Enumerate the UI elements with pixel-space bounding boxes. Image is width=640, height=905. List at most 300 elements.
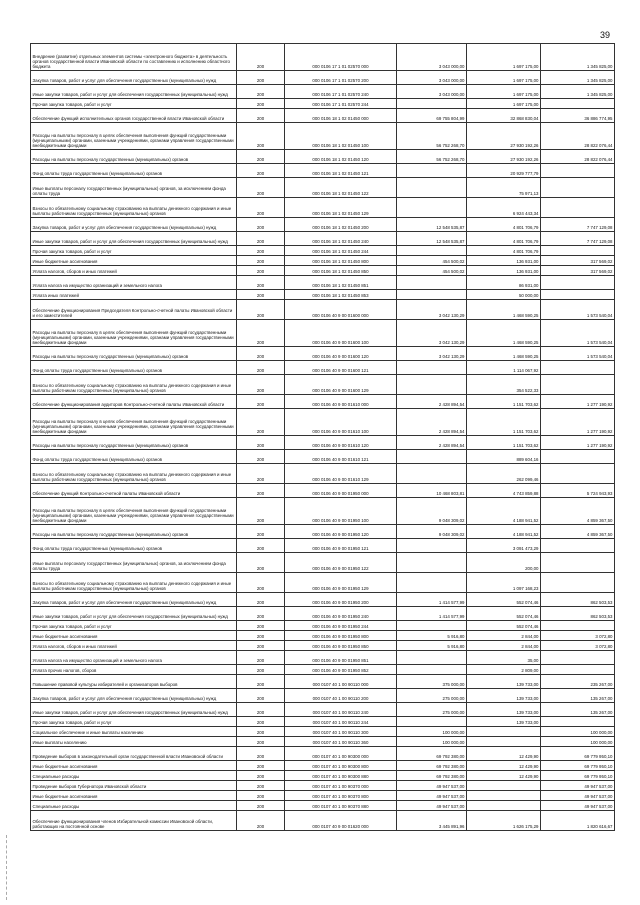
table-row: [31, 665, 615, 675]
row-name: Социальное обеспечение и иные выплаты населению: [31, 727, 237, 737]
row-executed: 50 000,00: [467, 290, 541, 300]
row-executed: 139 733,00: [467, 717, 541, 727]
row-name: Обеспечение функционирования членов Избирательной комиссии Ивановской области, работающих на постоянной основе: [31, 811, 237, 831]
row-unexecuted: 1 345 825,00: [541, 44, 615, 71]
row-name: Иные закупки товаров, работ и услуг для обеспечения государственных (муниципальных) нужд: [31, 85, 237, 99]
row-name: Внедрение (развитие) отдельных элементов системы «электронного бюджета» в деятельность органов государственной власти Ивановской области по составлению и исполнению областного бюджета: [31, 44, 237, 71]
row-assigned: 1 414 577,99: [397, 593, 467, 607]
table-row: [31, 150, 615, 164]
row-code: 200: [237, 665, 285, 675]
row-name: Специальные расходы: [31, 771, 237, 781]
row-kbk: 000 0106 40 9 00 01610 100: [285, 409, 397, 436]
row-name: Обеспечение функционирования аудиторов Контрольно-счетной палаты Ивановской области: [31, 395, 237, 409]
row-code: 200: [237, 484, 285, 498]
row-executed: [467, 801, 541, 811]
row-name: Расходы на выплаты персоналу государственных (муниципальных) органов: [31, 150, 237, 164]
row-assigned: 275 000,00: [397, 703, 467, 717]
table-row: [31, 727, 615, 737]
table-row: [31, 689, 615, 703]
row-executed: 4 188 941,52: [467, 525, 541, 539]
row-executed: 552 074,46: [467, 593, 541, 607]
row-code: 200: [237, 361, 285, 375]
row-unexecuted: 7 747 129,08: [541, 218, 615, 232]
row-unexecuted: 4 859 367,50: [541, 525, 615, 539]
row-unexecuted: 3 072,80: [541, 631, 615, 641]
row-kbk: 000 0107 40 1 00 90300 800: [285, 761, 397, 771]
row-name: Уплата налога на имущество организаций и земельного налога: [31, 276, 237, 290]
row-assigned: 5 916,80: [397, 631, 467, 641]
table-row: [31, 450, 615, 464]
table-row: [31, 593, 615, 607]
row-kbk: 000 0106 18 1 02 01450 122: [285, 178, 397, 198]
row-name: Закупка товаров, работ и услуг для обеспечения государственных (муниципальных) нужд: [31, 218, 237, 232]
row-code: 200: [237, 276, 285, 290]
row-assigned: 3 042 130,29: [397, 320, 467, 347]
row-kbk: 000 0106 40 9 00 01950 850: [285, 641, 397, 651]
row-code: 200: [237, 553, 285, 573]
row-kbk: 000 0106 17 1 01 02570 200: [285, 71, 397, 85]
table-row: [31, 246, 615, 256]
row-code: 200: [237, 85, 285, 99]
row-executed: [467, 737, 541, 747]
row-executed: 139 733,00: [467, 689, 541, 703]
row-kbk: 000 0107 40 9 00 01620 000: [285, 811, 397, 831]
table-row: [31, 300, 615, 320]
row-executed: 136 931,00: [467, 256, 541, 266]
row-code: 200: [237, 450, 285, 464]
row-kbk: 000 0107 40 1 00 90370 880: [285, 801, 397, 811]
row-unexecuted: 1 277 190,92: [541, 409, 615, 436]
row-kbk: 000 0106 40 9 00 01600 129: [285, 375, 397, 395]
row-code: 200: [237, 320, 285, 347]
row-code: 200: [237, 675, 285, 689]
row-assigned: 3 042 130,29: [397, 347, 467, 361]
row-executed: 1 626 175,29: [467, 811, 541, 831]
row-assigned: 2 428 894,54: [397, 395, 467, 409]
row-executed: 20 929 777,79: [467, 164, 541, 178]
row-kbk: 000 0106 18 1 02 01450 240: [285, 232, 397, 246]
row-kbk: 000 0106 40 9 00 01610 120: [285, 436, 397, 450]
row-executed: 139 733,00: [467, 675, 541, 689]
row-assigned: 3 043 000,00: [397, 85, 467, 99]
row-executed: 1 468 590,25: [467, 300, 541, 320]
row-name: Взносы по обязательному социальному страхованию на выплаты денежного содержания и иные выплаты работникам государственных (муниципальных) органов: [31, 198, 237, 218]
table-row: [31, 791, 615, 801]
row-name: Прочая закупка товаров, работ и услуг: [31, 99, 237, 109]
row-assigned: 275 000,00: [397, 689, 467, 703]
row-unexecuted: 28 822 076,44: [541, 123, 615, 150]
row-name: Расходы на выплаты персоналу в целях обеспечения выполнения функций государственными (муниципальными) органами, казенными учреждениями, органами управления государственными внебюджетными фондами: [31, 409, 237, 436]
row-assigned: [397, 665, 467, 675]
row-assigned: 9 048 309,02: [397, 498, 467, 525]
row-executed: 27 930 192,26: [467, 150, 541, 164]
row-name: Фонд оплаты труда государственных (муниципальных) органов: [31, 164, 237, 178]
row-kbk: 000 0106 40 9 00 01600 000: [285, 300, 397, 320]
row-code: 200: [237, 256, 285, 266]
table-row: [31, 85, 615, 99]
row-kbk: 000 0106 17 1 01 02570 000: [285, 44, 397, 71]
row-code: 200: [237, 347, 285, 361]
row-code: 200: [237, 631, 285, 641]
row-executed: 552 074,46: [467, 621, 541, 631]
row-executed: 32 868 830,04: [467, 109, 541, 123]
row-name: Расходы на выплаты персоналу в целях обеспечения выполнения функций государственными (муниципальными) органами, казенными учреждениями, органами управления государственными внебюджетными фондами: [31, 123, 237, 150]
table-row: [31, 361, 615, 375]
row-executed: 1 697 175,00: [467, 85, 541, 99]
row-kbk: 000 0107 40 1 00 90110 200: [285, 689, 397, 703]
row-code: 200: [237, 737, 285, 747]
row-code: 200: [237, 801, 285, 811]
row-assigned: 69 755 804,99: [397, 109, 467, 123]
row-assigned: 49 947 537,00: [397, 781, 467, 791]
row-kbk: 000 0106 40 9 00 01950 129: [285, 573, 397, 593]
row-kbk: 000 0106 17 1 01 02570 240: [285, 85, 397, 99]
row-unexecuted: 862 503,53: [541, 607, 615, 621]
table-row: [31, 621, 615, 631]
row-kbk: 000 0106 18 1 02 01450 000: [285, 109, 397, 123]
row-executed: 27 930 192,26: [467, 123, 541, 150]
table-row: [31, 99, 615, 109]
row-unexecuted: 69 779 950,10: [541, 771, 615, 781]
row-assigned: 69 792 380,00: [397, 771, 467, 781]
row-kbk: 000 0106 40 9 00 01950 122: [285, 553, 397, 573]
table-row: [31, 464, 615, 484]
row-assigned: 49 947 537,00: [397, 801, 467, 811]
row-code: 200: [237, 717, 285, 727]
table-row: [31, 123, 615, 150]
row-kbk: 000 0106 18 1 02 01450 200: [285, 218, 397, 232]
row-kbk: 000 0106 40 9 00 01950 120: [285, 525, 397, 539]
row-unexecuted: 317 569,02: [541, 256, 615, 266]
row-assigned: 9 048 309,02: [397, 525, 467, 539]
row-unexecuted: [541, 290, 615, 300]
row-unexecuted: 28 822 076,44: [541, 150, 615, 164]
row-executed: 75 971,13: [467, 178, 541, 198]
row-kbk: 000 0107 40 1 00 90110 240: [285, 703, 397, 717]
row-unexecuted: 1 573 540,04: [541, 347, 615, 361]
row-name: Расходы на выплаты персоналу в целях обеспечения выполнения функций государственными (муниципальными) органами, казенными учреждениями, органами управления государственными внебюджетными фондами: [31, 498, 237, 525]
row-executed: 354 522,33: [467, 375, 541, 395]
table-row: [31, 801, 615, 811]
row-unexecuted: [541, 246, 615, 256]
row-assigned: 12 548 535,87: [397, 218, 467, 232]
table-row: [31, 737, 615, 747]
row-unexecuted: 1 277 190,92: [541, 395, 615, 409]
row-kbk: 000 0107 40 1 00 90300 000: [285, 747, 397, 761]
row-executed: 1 151 703,62: [467, 395, 541, 409]
row-name: Обеспечение функционирования Председателя Контрольно-счетной палаты Ивановской области и его заместителей: [31, 300, 237, 320]
row-kbk: 000 0106 18 1 02 01450 850: [285, 266, 397, 276]
row-name: Фонд оплаты труда государственных (муниципальных) органов: [31, 361, 237, 375]
table-row: [31, 290, 615, 300]
row-code: 200: [237, 573, 285, 593]
row-code: 200: [237, 178, 285, 198]
row-name: Иные бюджетные ассигнования: [31, 631, 237, 641]
row-kbk: 000 0106 18 1 02 01450 120: [285, 150, 397, 164]
row-assigned: 56 752 268,70: [397, 150, 467, 164]
row-code: 200: [237, 593, 285, 607]
row-kbk: 000 0106 18 1 02 01450 851: [285, 276, 397, 290]
table-row: [31, 71, 615, 85]
row-assigned: 5 916,80: [397, 641, 467, 651]
row-code: 200: [237, 781, 285, 791]
table-row: [31, 266, 615, 276]
row-kbk: 000 0106 40 9 00 01610 129: [285, 464, 397, 484]
table-row: [31, 703, 615, 717]
row-assigned: [397, 464, 467, 484]
table-row: [31, 218, 615, 232]
row-executed: 2 844,00: [467, 641, 541, 651]
row-assigned: [397, 198, 467, 218]
table-row: [31, 109, 615, 123]
row-assigned: 1 414 577,99: [397, 607, 467, 621]
row-name: Расходы на выплаты персоналу государственных (муниципальных) органов: [31, 436, 237, 450]
table-row: [31, 781, 615, 791]
row-code: 200: [237, 150, 285, 164]
row-kbk: 000 0106 40 9 00 01950 800: [285, 631, 397, 641]
row-name: Иные закупки товаров, работ и услуг для обеспечения государственных (муниципальных) нужд: [31, 607, 237, 621]
row-unexecuted: [541, 450, 615, 464]
row-unexecuted: 862 503,53: [541, 593, 615, 607]
row-kbk: 000 0106 40 9 00 01950 100: [285, 498, 397, 525]
row-name: Уплата прочих налогов, сборов: [31, 665, 237, 675]
row-assigned: 69 792 380,00: [397, 761, 467, 771]
table-row: [31, 651, 615, 665]
row-assigned: 12 548 535,87: [397, 232, 467, 246]
row-executed: 12 429,90: [467, 747, 541, 761]
table-row: [31, 573, 615, 593]
row-unexecuted: 1 573 540,04: [541, 300, 615, 320]
row-executed: 136 931,00: [467, 266, 541, 276]
row-name: Проведение выборов в законодательный орган государственной власти Ивановской области: [31, 747, 237, 761]
row-name: Иные бюджетные ассигнования: [31, 761, 237, 771]
binding-margin-marks: [6, 835, 9, 900]
row-code: 200: [237, 395, 285, 409]
row-executed: 1 114 067,92: [467, 361, 541, 375]
row-assigned: 3 042 130,29: [397, 300, 467, 320]
row-name: Прочая закупка товаров, работ и услуг: [31, 621, 237, 631]
row-executed: 4 188 941,52: [467, 498, 541, 525]
row-unexecuted: [541, 178, 615, 198]
row-name: Иные выплаты персоналу государственных (муниципальных) органов, за исключением фонда оплаты труда: [31, 178, 237, 198]
row-unexecuted: 1 573 540,04: [541, 320, 615, 347]
row-code: 200: [237, 651, 285, 665]
row-kbk: 000 0106 40 9 00 01610 000: [285, 395, 397, 409]
table-row: [31, 539, 615, 553]
row-assigned: 375 000,00: [397, 675, 467, 689]
row-unexecuted: 1 820 616,67: [541, 811, 615, 831]
table-row: [31, 553, 615, 573]
row-unexecuted: [541, 464, 615, 484]
row-unexecuted: 317 569,02: [541, 266, 615, 276]
row-name: Взносы по обязательному социальному страхованию на выплаты денежного содержания и иные выплаты работникам государственных (муниципальных) органов: [31, 573, 237, 593]
row-name: Фонд оплаты труда государственных (муниципальных) органов: [31, 450, 237, 464]
row-assigned: [397, 621, 467, 631]
row-kbk: 000 0107 40 1 00 90110 360: [285, 737, 397, 747]
row-executed: 889 604,16: [467, 450, 541, 464]
row-name: Закупка товаров, работ и услуг для обеспечения государственных (муниципальных) нужд: [31, 689, 237, 703]
row-executed: 2 809,00: [467, 665, 541, 675]
row-unexecuted: 69 779 950,10: [541, 761, 615, 771]
row-executed: 4 801 706,79: [467, 246, 541, 256]
row-executed: 552 074,46: [467, 607, 541, 621]
row-code: 200: [237, 409, 285, 436]
row-code: 200: [237, 727, 285, 737]
row-assigned: 3 043 000,00: [397, 44, 467, 71]
row-code: 200: [237, 771, 285, 781]
table-row: [31, 44, 615, 71]
row-executed: 1 097 168,23: [467, 573, 541, 593]
row-code: 200: [237, 539, 285, 553]
row-assigned: [397, 450, 467, 464]
row-unexecuted: [541, 665, 615, 675]
row-executed: 262 099,46: [467, 464, 541, 484]
row-unexecuted: 4 859 367,50: [541, 498, 615, 525]
row-assigned: [397, 178, 467, 198]
row-code: 200: [237, 747, 285, 761]
row-name: Иные выплаты персоналу государственных (муниципальных) органов, за исключением фонда оплаты труда: [31, 553, 237, 573]
row-executed: 1 468 590,25: [467, 347, 541, 361]
row-executed: 6 924 443,34: [467, 198, 541, 218]
table-row: [31, 409, 615, 436]
row-assigned: [397, 246, 467, 256]
row-executed: 4 801 706,79: [467, 218, 541, 232]
row-kbk: 000 0107 40 1 00 90370 800: [285, 791, 397, 801]
row-assigned: 69 792 380,00: [397, 747, 467, 761]
table-row: [31, 484, 615, 498]
row-kbk: 000 0107 40 1 00 90110 300: [285, 727, 397, 737]
row-name: Иные закупки товаров, работ и услуг для обеспечения государственных (муниципальных) нужд: [31, 703, 237, 717]
row-unexecuted: 135 267,00: [541, 689, 615, 703]
row-name: Взносы по обязательному социальному страхованию на выплаты денежного содержания и иные выплаты работникам государственных (муниципальных) органов: [31, 375, 237, 395]
row-unexecuted: 135 267,00: [541, 703, 615, 717]
row-unexecuted: [541, 717, 615, 727]
row-unexecuted: 100 000,00: [541, 727, 615, 737]
row-unexecuted: 49 947 537,00: [541, 801, 615, 811]
row-assigned: 3 445 891,96: [397, 811, 467, 831]
row-assigned: 2 428 894,54: [397, 409, 467, 436]
row-kbk: 000 0106 40 9 00 01600 120: [285, 347, 397, 361]
row-code: 200: [237, 761, 285, 771]
row-code: 200: [237, 198, 285, 218]
table-row: [31, 232, 615, 246]
row-name: Уплата налогов, сборов и иных платежей: [31, 641, 237, 651]
table-row: [31, 375, 615, 395]
row-code: 200: [237, 290, 285, 300]
row-assigned: [397, 290, 467, 300]
row-executed: 12 429,90: [467, 761, 541, 771]
row-kbk: 000 0106 40 9 00 01600 100: [285, 320, 397, 347]
row-assigned: [397, 361, 467, 375]
row-executed: 2 844,00: [467, 631, 541, 641]
row-code: 200: [237, 232, 285, 246]
table-row: [31, 761, 615, 771]
row-assigned: 454 500,02: [397, 256, 467, 266]
row-kbk: 000 0106 18 1 02 01450 853: [285, 290, 397, 300]
row-code: 200: [237, 621, 285, 631]
row-code: 200: [237, 689, 285, 703]
row-unexecuted: 100 000,00: [541, 737, 615, 747]
table-row: [31, 256, 615, 266]
table-row: [31, 771, 615, 781]
row-code: 200: [237, 44, 285, 71]
row-assigned: 454 500,02: [397, 266, 467, 276]
table-row: [31, 675, 615, 689]
row-assigned: 56 752 268,70: [397, 123, 467, 150]
row-unexecuted: [541, 164, 615, 178]
row-code: 200: [237, 99, 285, 109]
table-row: [31, 811, 615, 831]
row-name: Повышение правовой культуры избирателей и организаторов выборов: [31, 675, 237, 689]
row-executed: 1 468 590,25: [467, 320, 541, 347]
row-name: Прочая закупка товаров, работ и услуг: [31, 246, 237, 256]
row-unexecuted: 49 947 537,00: [541, 791, 615, 801]
row-executed: 139 733,00: [467, 703, 541, 717]
row-code: 200: [237, 791, 285, 801]
table-row: [31, 276, 615, 290]
row-code: 200: [237, 123, 285, 150]
row-kbk: 000 0106 18 1 02 01450 800: [285, 256, 397, 266]
row-assigned: [397, 651, 467, 665]
row-assigned: 49 947 537,00: [397, 791, 467, 801]
row-name: Иные бюджетные ассигнования: [31, 791, 237, 801]
row-name: Иные бюджетные ассигнования: [31, 256, 237, 266]
row-executed: 200,00: [467, 553, 541, 573]
row-code: 200: [237, 464, 285, 484]
row-unexecuted: [541, 539, 615, 553]
row-executed: 4 743 859,88: [467, 484, 541, 498]
row-assigned: 2 428 894,54: [397, 436, 467, 450]
row-name: Закупка товаров, работ и услуг для обеспечения государственных (муниципальных) нужд: [31, 593, 237, 607]
row-kbk: 000 0106 40 9 00 01950 852: [285, 665, 397, 675]
row-unexecuted: [541, 621, 615, 631]
row-kbk: 000 0106 40 9 00 01950 851: [285, 651, 397, 665]
row-code: 200: [237, 641, 285, 651]
row-executed: 1 697 175,00: [467, 99, 541, 109]
row-assigned: [397, 573, 467, 593]
row-executed: 3 091 473,29: [467, 539, 541, 553]
table-row: [31, 525, 615, 539]
row-code: 200: [237, 246, 285, 256]
row-code: 200: [237, 266, 285, 276]
page-number: 39: [599, 30, 610, 40]
table-row: [31, 747, 615, 761]
row-code: 200: [237, 164, 285, 178]
row-kbk: 000 0107 40 1 00 90370 000: [285, 781, 397, 791]
row-unexecuted: [541, 375, 615, 395]
table-row: [31, 717, 615, 727]
row-code: 200: [237, 109, 285, 123]
row-kbk: 000 0107 40 1 00 90110 000: [285, 675, 397, 689]
row-code: 200: [237, 71, 285, 85]
table-row: [31, 498, 615, 525]
row-code: 200: [237, 300, 285, 320]
row-executed: 1 151 703,62: [467, 436, 541, 450]
row-assigned: 3 043 000,00: [397, 71, 467, 85]
row-assigned: [397, 164, 467, 178]
row-code: 200: [237, 218, 285, 232]
row-name: Иные закупки товаров, работ и услуг для обеспечения государственных (муниципальных) нужд: [31, 232, 237, 246]
row-kbk: 000 0106 40 9 00 01950 240: [285, 607, 397, 621]
row-assigned: [397, 717, 467, 727]
row-kbk: 000 0106 18 1 02 01450 100: [285, 123, 397, 150]
row-executed: 4 801 706,79: [467, 232, 541, 246]
row-unexecuted: [541, 651, 615, 665]
row-code: 200: [237, 607, 285, 621]
row-kbk: 000 0106 18 1 02 01450 244: [285, 246, 397, 256]
row-executed: 1 151 703,62: [467, 409, 541, 436]
table-row: [31, 164, 615, 178]
